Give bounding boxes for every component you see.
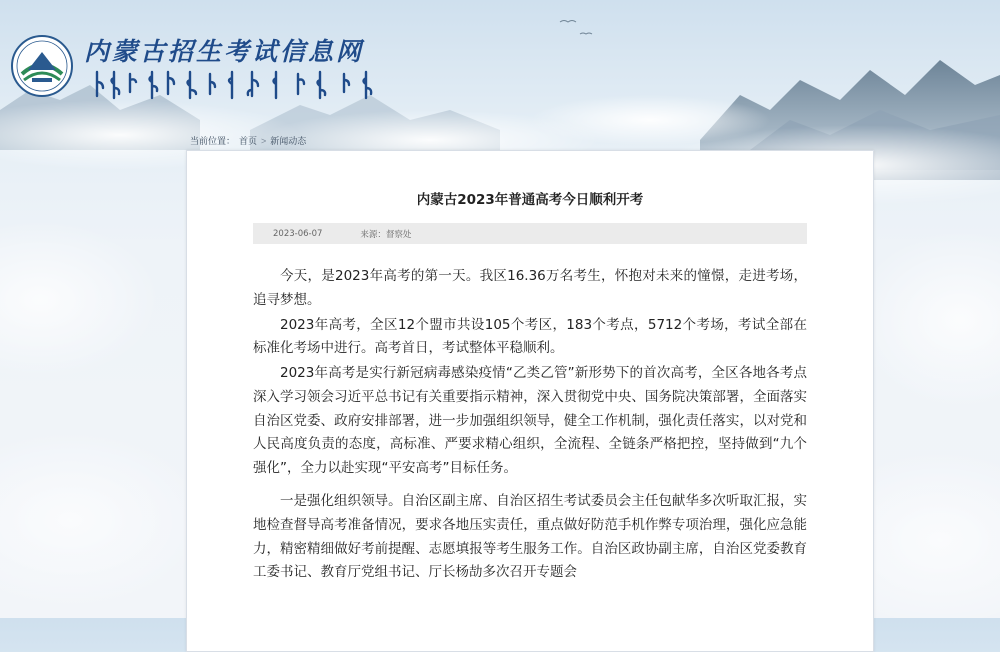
article-source-label: 来源： (360, 229, 386, 240)
article-paragraph: 2023年高考是实行新冠病毒感染疫情“乙类乙管”新形势下的首次高考，全区各地各考点深入学习领会习近平总书记有关重要指示精神，深入贯彻党中央、国务院决策部署，全面落实自治区党委、政府安排部署，进一步加强组织领导，健全工作机制，强化责任落实，以对党和人民高度负责的态度，高标准、严要求精心组织，全流程、全链条严格把控，坚持做到“九个强化”，全力以赴实现“平安高考”目标任务。 (253, 365, 807, 476)
breadcrumb-label: 当前位置： (190, 136, 236, 146)
logo-emblem[interactable] (10, 34, 74, 98)
breadcrumb (190, 134, 306, 147)
article-panel (186, 150, 874, 652)
article-source-value: 督察处 (385, 229, 412, 240)
article-paragraph: 2023年高考，全区12个盟市共设105个考区，183个考点，5712个考场，考试全部在标准化考场中进行。高考首日，考试整体平稳顺利。 (253, 316, 807, 357)
article-title: 内蒙古2023年普通高考今日顺利开考 (416, 192, 644, 208)
breadcrumb-home-link[interactable]: 首页 (239, 136, 258, 146)
article-paragraph: 今天，是2023年高考的第一天。我区16.36万名考生，怀抱对未来的憧憬，走进考场，追寻梦想。 (253, 268, 807, 308)
site-title[interactable]: 内蒙古招生考试信息网 (84, 37, 365, 66)
breadcrumb-separator: > (261, 135, 267, 146)
article-meta-bar (253, 223, 807, 244)
mongolian-script-logo (92, 68, 382, 102)
breadcrumb-news-link[interactable]: 新闻动态 (270, 136, 307, 146)
article-source (360, 228, 411, 240)
article-body (253, 265, 807, 586)
article-date: 2023-06-07 (273, 228, 323, 239)
article-paragraph: 一是强化组织领导。自治区副主席、自治区招生考试委员会主任包献华多次听取汇报，实地检查督导高考准备情况，要求各地压实责任，重点做好防范手机作弊专项治理，强化应急能力，精密精细做好考前提醒、志愿填报等考生服务工作。自治区政协副主席，自治区党委教育工委书记、教育厅党组书记、厅长杨劼多次召开专题会 (253, 493, 807, 581)
